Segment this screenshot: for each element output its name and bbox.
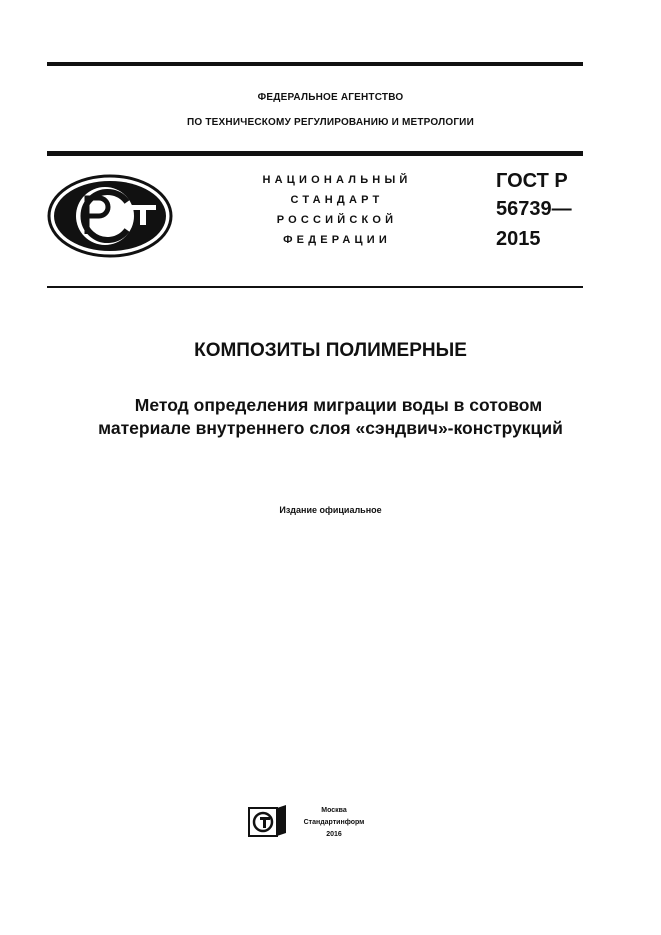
top-rule [47, 62, 583, 66]
document-subtitle-line-2: материале внутреннего слоя «сэндвич»-конструкций [98, 418, 563, 438]
gost-r-seal-icon [47, 174, 173, 258]
standard-line-3: РОССИЙСКОЙ [276, 214, 398, 226]
standard-line-2: СТАНДАРТ [290, 194, 384, 206]
bottom-rule [47, 286, 583, 288]
gost-number-line-1: ГОСТ Р [496, 170, 568, 192]
gost-number-line-3: 2015 [496, 228, 541, 250]
standard-line-4: ФЕДЕРАЦИИ [283, 234, 391, 246]
document-title: КОМПОЗИТЫ ПОЛИМЕРНЫЕ [194, 340, 467, 361]
publisher-city: Москва [321, 807, 347, 814]
middle-rule [47, 151, 583, 156]
agency-line-1: ФЕДЕРАЛЬНОЕ АГЕНТСТВО [257, 92, 404, 103]
publisher-name: Стандартинформ [303, 819, 365, 826]
standartinform-logo-icon [248, 805, 288, 839]
document-subtitle-line-1: Метод определения миграции воды в сотовом [134, 395, 543, 415]
publisher-year: 2016 [326, 831, 342, 838]
edition-label: Издание официальное [279, 505, 382, 515]
gost-number-line-2: 56739— [496, 198, 572, 220]
agency-line-2: ПО ТЕХНИЧЕСКОМУ РЕГУЛИРОВАНИЮ И МЕТРОЛОГИИ [187, 117, 474, 128]
standard-line-1: НАЦИОНАЛЬНЫЙ [262, 174, 412, 186]
